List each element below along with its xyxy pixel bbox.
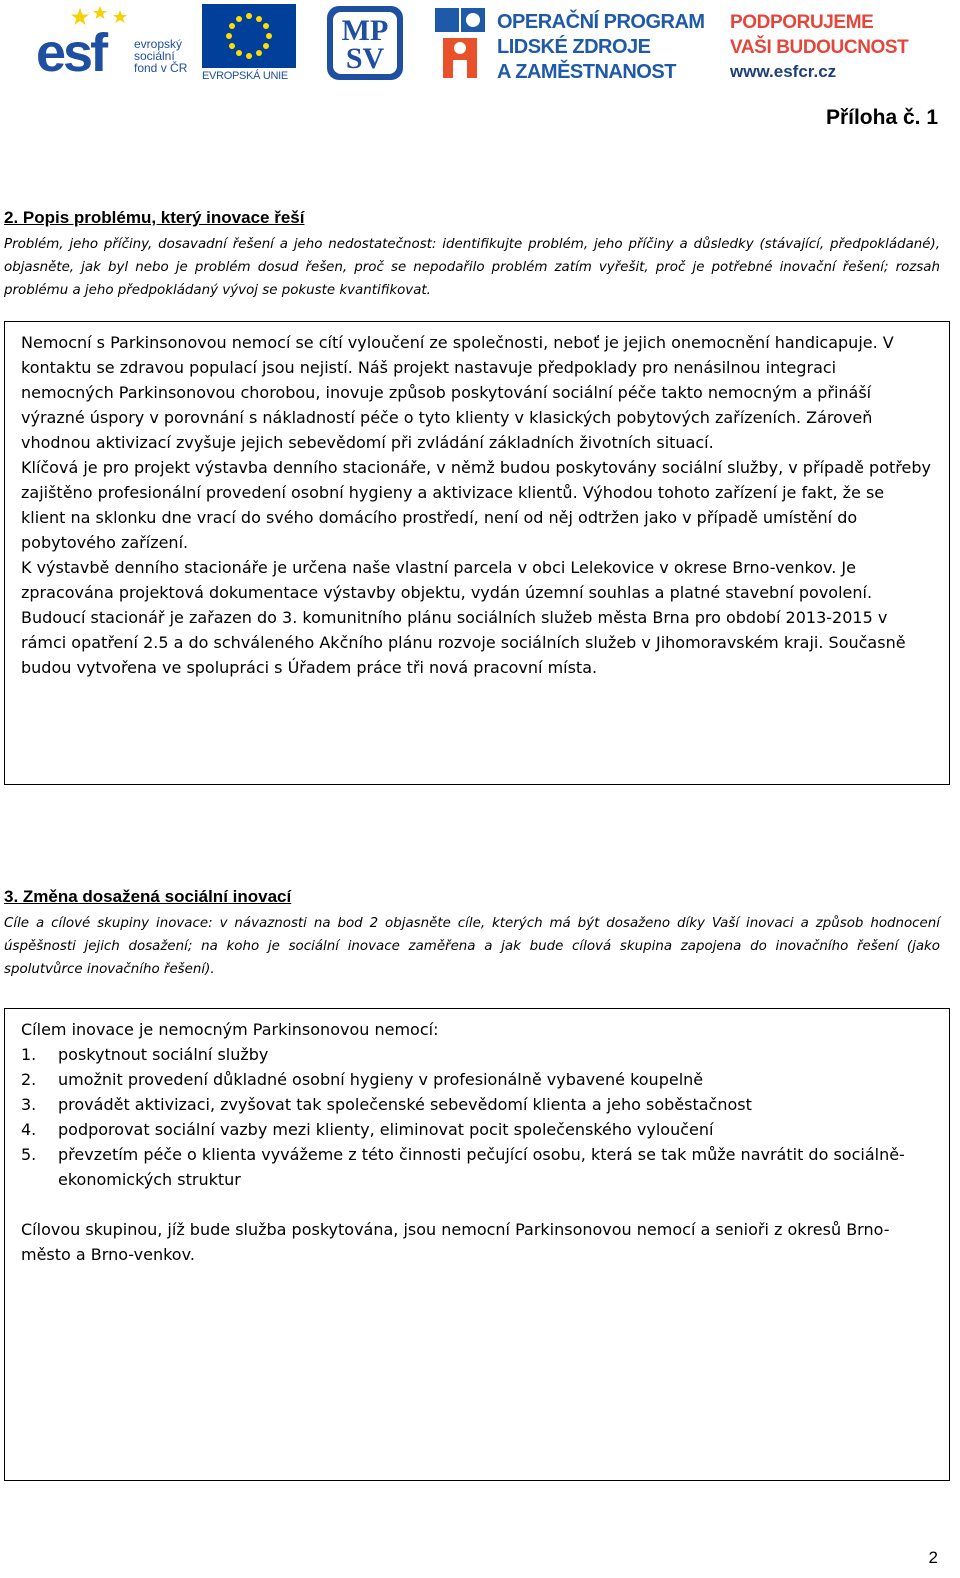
section-2-description: Problém, jeho příčiny, dosavadní řešení a jeho nedostatečnost: identifikujte problém, jeho příčiny a důsledky (stávající, předpokládané), objasněte, jak byl nebo je problém dosud řešen, proč se nepodařilo problém zatím vyřešit, proč je potřebné inovační řešení; rozsah problému a jeho předpokládaný vývoj se pokuste kvantifikovat. [4, 237, 940, 298]
goal-number: 3. [21, 1095, 37, 1114]
goal-text: provádět aktivizaci, zvyšovat tak společenské sebevědomí klienta a jeho soběstačnost [58, 1095, 752, 1114]
goal-text: převzetím péče o klienta vyvážeme z této činnosti pečující osobu, která se tak může navrátit do sociálně-ekonomických struktur [58, 1145, 905, 1189]
esf-letters: esf [36, 23, 106, 83]
goal-number: 2. [21, 1070, 37, 1089]
esf-line-3: fond v ČR [134, 61, 188, 75]
esf-logo [36, 4, 194, 82]
section-2-heading: 2. Popis problému, který inovace řeší [4, 208, 305, 227]
target-group-text: Cílovou skupinou, jíž bude služba poskytována, jsou nemocní Parkinsonovou nemocí a senioři z okresů Brno-město a Brno-venkov. [21, 1220, 890, 1264]
goal-text: umožnit provedení důkladné osobní hygieny v profesionálně vybavené koupelně [58, 1070, 704, 1089]
eu-flag-icon [202, 4, 296, 68]
esf-line-2: sociální [134, 49, 175, 63]
goal-number: 1. [21, 1045, 37, 1064]
eu-logo [202, 4, 296, 84]
goal-number: 4. [21, 1120, 37, 1139]
op-line-2: LIDSKÉ ZDROJE [497, 36, 651, 58]
section-2-paragraph-1: Nemocní s Parkinsonovou nemocí se cítí vyloučení ze společnosti, neboť je jejich onemocnění handicapuje. V kontaktu se zdravou populací jsou nejistí. Náš projekt nastavuje předpoklady pro nenásilnou integraci nemocných Parkinsonovou chorobou, inovuje způsob poskytování sociální péče takto nemocným a přináší výrazné úspory v porovnání s nákladností péče o tyto klienty v klasických pobytových zařízeních. Zároveň vhodnou aktivizací zvyšuje jejich sebevědomí při zvládání základních životních situací. [21, 333, 894, 452]
section-3-description: Cíle a cílové skupiny inovace: v návaznosti na bod 2 objasněte cíle, kterých má být dosaženo díky Vaší inovaci a způsob hodnocení úspěšnosti jejich dosažení; na koho je sociální inovace zaměřena a jak bude cílová skupina zapojena do inovačního řešení (jako spolutvůrce inovačního řešení). [4, 916, 940, 977]
op-lzz-logo [433, 4, 713, 84]
mpsv-logo [325, 4, 405, 82]
mpsv-emblem-icon [325, 4, 405, 82]
op-line-1: OPERAČNÍ PROGRAM [497, 11, 705, 33]
eu-stars-icon [202, 4, 296, 68]
spacer [21, 1192, 933, 1217]
logo-bar [0, 0, 960, 92]
goal-item [21, 1042, 933, 1067]
op-line-3: A ZAMĚSTNANOST [497, 61, 676, 83]
goals-list [21, 1042, 933, 1192]
section-3-heading: 3. Změna dosažená sociální inovací [4, 887, 292, 906]
section-2-answer-box [4, 321, 950, 785]
goals-intro: Cílem inovace je nemocným Parkinsonovou nemocí: [21, 1020, 439, 1039]
page-number: 2 [928, 1548, 938, 1567]
mpsv-line-1: MP [341, 14, 389, 47]
goal-number: 5. [21, 1145, 37, 1164]
eu-label: EVROPSKÁ UNIE [202, 70, 288, 82]
podporujeme-line-1: PODPORUJEME [730, 12, 874, 33]
goal-text: podporovat sociální vazby mezi klienty, eliminovat pocit společenského vyloučení [58, 1120, 714, 1139]
annex-label: Příloha č. 1 [825, 106, 938, 129]
section-2-paragraph-2: Klíčová je pro projekt výstavba denního stacionáře, v němž budou poskytovány sociální služby, v případě potřeby zajištěno profesionální provedení osobní hygieny a aktivizace klientů. Výhodou tohoto zařízení je fakt, že se klient na sklonku dne vrací do svého domácího prostředí, není od něj odtržen jako v případě umístění do pobytového zařízení. [21, 458, 931, 552]
section-2-paragraph-3: K výstavbě denního stacionáře je určena naše vlastní parcela v obci Lelekovice v okrese Brno-venkov. Je zpracována projektová dokumentace výstavby objektu, vydán územní souhlas a platné stavební povolení. Budoucí stacionář je zařazen do 3. komunitního plánu sociálních služeb města Brna pro období 2013-2015 v rámci opatření 2.5 a do schváleného Akčního plánu rozvoje sociálních služeb v Jihomoravském kraji. Současně budou vytvořena ve spolupráci s Úřadem práce tři nová pracovní místa. [21, 558, 906, 677]
goal-text: poskytnout sociální služby [58, 1045, 269, 1064]
esf-line-1: evropský [134, 37, 183, 51]
goal-item [21, 1142, 933, 1192]
mpsv-line-2: SV [345, 42, 385, 75]
goal-item [21, 1092, 933, 1117]
esf-subtitle [134, 38, 204, 74]
podporujeme-line-2: VAŠI BUDOUCNOST [730, 37, 909, 58]
podporujeme-logo [730, 10, 930, 86]
goal-item [21, 1067, 933, 1092]
op-text [497, 10, 705, 85]
esf-url: www.esfcr.cz [730, 62, 837, 81]
goal-item [21, 1117, 933, 1142]
op-figure-icon [433, 4, 493, 84]
section-3-answer-box [4, 1008, 950, 1481]
